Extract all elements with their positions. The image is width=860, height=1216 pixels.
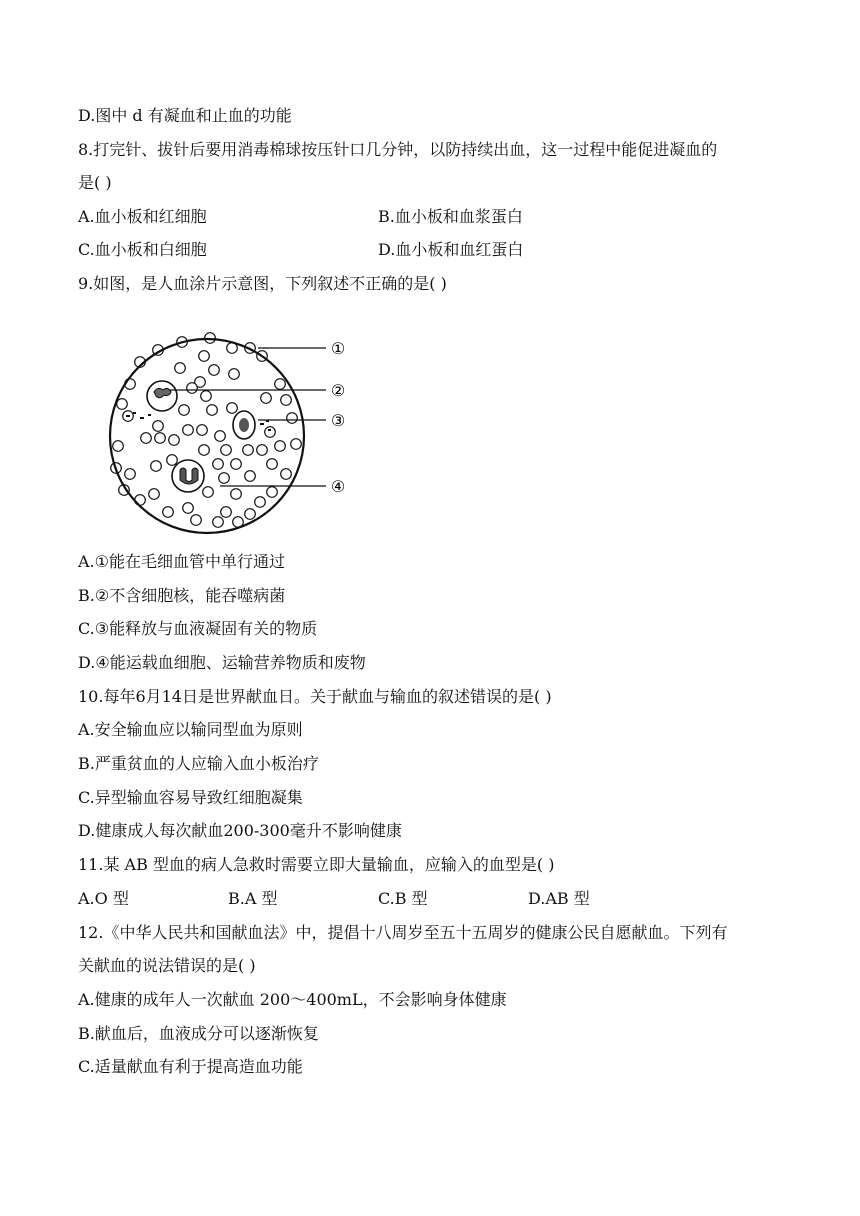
svg-text:①: ① [330,339,346,358]
red-blood-cell [231,489,242,500]
red-blood-cell [197,425,208,436]
q11-option-b: B.A 型 [228,889,278,908]
red-blood-cell [267,459,278,470]
red-blood-cell [219,473,230,484]
q10-option-b: B.严重贫血的人应输入血小板治疗 [78,754,319,773]
marker-3 [331,411,345,430]
red-blood-cell [221,507,232,518]
red-blood-cell [221,445,232,456]
red-blood-cell [179,405,190,416]
q8-option-c: C.血小板和白细胞 [78,240,207,259]
q9-option-b: B.②不含细胞核，能吞噬病菌 [78,586,286,605]
red-blood-cell [215,431,226,442]
svg-text:③: ③ [330,411,346,430]
q8-option-b: B.血小板和血浆蛋白 [378,207,523,226]
q10-option-a: A.安全输血应以输同型血为原则 [78,720,303,739]
red-blood-cell [141,433,152,444]
white-blood-cell [147,381,177,411]
red-blood-cell [265,427,276,438]
red-blood-cell [245,471,256,482]
red-blood-cell [151,461,162,472]
red-blood-cell [281,395,292,406]
red-blood-cell [255,497,266,508]
marker-1 [331,339,345,358]
red-blood-cell [199,445,210,456]
red-blood-cell [291,439,302,450]
q8-option-d: D.血小板和血红蛋白 [378,240,524,259]
svg-text:②: ② [330,381,346,400]
red-blood-cell [187,383,198,394]
red-blood-cell [169,435,180,446]
red-blood-cell [243,445,254,456]
white-blood-cell-lobed [172,460,204,492]
blood-smear-diagram [100,326,360,536]
red-blood-cell [167,455,178,466]
red-blood-cell [191,515,202,526]
svg-text:④: ④ [330,477,346,496]
q10-option-d: D.健康成人每次献血200-300毫升不影响健康 [78,821,402,840]
q8-option-a: A.血小板和红细胞 [78,207,207,226]
red-blood-cell [257,445,268,456]
red-blood-cell [113,441,124,452]
red-blood-cell [231,459,242,470]
q12-option-c: C.适量献血有利于提高造血功能 [78,1057,303,1076]
q11-option-a: A.O 型 [78,889,129,908]
red-blood-cell [207,405,218,416]
red-blood-cells [111,333,302,528]
q11-stem: 11.某 AB 型血的病人急救时需要立即大量输血，应输入的血型是( ) [78,855,555,874]
q12-option-a: A.健康的成年人一次献血 200～400mL，不会影响身体健康 [78,990,507,1009]
red-blood-cell [203,487,214,498]
q9-option-d: D.④能运载血细胞、运输营养物质和废物 [78,653,366,672]
red-blood-cell [209,365,220,376]
red-blood-cell [245,509,256,520]
red-blood-cell [149,489,160,500]
q10-option-c: C.异型输血容易导致红细胞凝集 [78,788,303,807]
red-blood-cell [275,379,286,390]
red-blood-cell [261,393,272,404]
red-blood-cell [213,459,224,470]
red-blood-cell [175,363,186,374]
red-blood-cell [275,441,286,452]
marker-4 [331,477,345,496]
smear-boundary [110,339,304,533]
q8-stem: 8.打完针、拔针后要用消毒棉球按压针口几分钟，以防持续出血，这一过程中能促进凝血的 [78,140,718,159]
red-blood-cell [117,399,128,410]
red-blood-cell [183,425,194,436]
red-blood-cell [155,433,166,444]
red-blood-cell [267,487,278,498]
white-blood-cell-oval [233,411,255,439]
red-blood-cell [201,391,212,402]
q12-option-b: B.献血后，血液成分可以逐渐恢复 [78,1024,319,1043]
marker-2 [331,381,345,400]
red-blood-cell [227,403,238,414]
red-blood-cell [281,469,292,480]
red-blood-cell [125,469,136,480]
q10-stem: 10.每年6月14日是世界献血日。关于献血与输血的叙述错误的是( ) [78,687,552,706]
q9-option-a: A.①能在毛细血管中单行通过 [78,552,285,571]
q12-stem: 12.《中华人民共和国献血法》中，提倡十八周岁至五十五周岁的健康公民自愿献血。下列有 [78,923,728,942]
q9-option-c: C.③能释放与血液凝固有关的物质 [78,619,318,638]
q12-stem-continued: 关献血的说法错误的是( ) [78,956,256,975]
q8-stem-continued: 是( ) [78,173,112,192]
red-blood-cell [229,369,240,380]
red-blood-cell [287,413,298,424]
q9-stem: 9.如图，是人血涂片示意图，下列叙述不正确的是( ) [78,274,447,293]
red-blood-cell [199,351,210,362]
red-blood-cell [163,507,174,518]
q11-option-c: C.B 型 [378,889,428,908]
red-blood-cell [183,503,194,514]
red-blood-cell [153,421,164,432]
q11-option-d: D.AB 型 [528,889,590,908]
red-blood-cell [213,517,224,528]
q7-option-d: D.图中 d 有凝血和止血的功能 [78,106,292,125]
